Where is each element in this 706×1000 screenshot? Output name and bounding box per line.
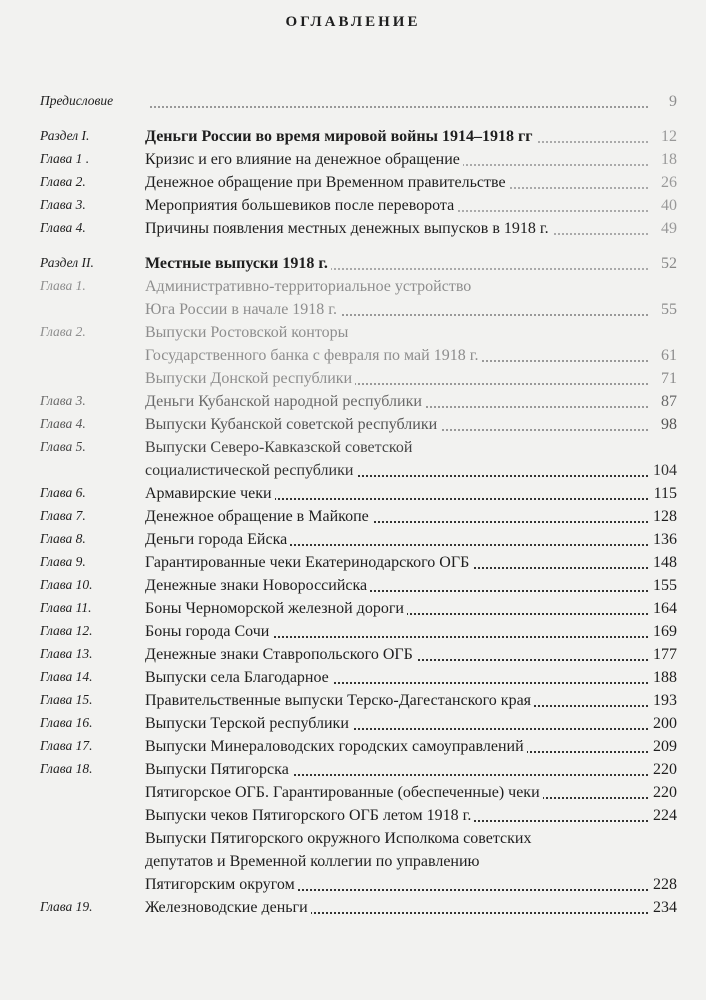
entry-text: Денежные знаки Ставропольского ОГБ — [145, 643, 648, 666]
entry-text: Административно-территориальное устройство — [145, 275, 648, 298]
entry-text: Денежное обращение в Майкопе — [145, 505, 648, 528]
toc-entry — [0, 551, 706, 574]
entry-text: Выпуски Пятигорского окружного Исполкома советских — [145, 827, 648, 850]
toc-entry — [0, 666, 706, 689]
entry-text: Выпуски Ростовской конторы — [145, 321, 648, 344]
entry-label: Глава 6. — [40, 485, 86, 500]
entry-text — [145, 90, 648, 113]
entry-text: депутатов и Временной коллегии по управлению — [145, 850, 648, 873]
toc-entry — [0, 850, 706, 873]
toc-entry — [0, 528, 706, 551]
entry-label: Глава 5. — [40, 439, 86, 454]
entry-page: 209 — [653, 738, 677, 755]
entry-page: 98 — [661, 416, 677, 433]
entry-text: Денежные знаки Новороссийска — [145, 574, 648, 597]
entry-label: Глава 14. — [40, 669, 93, 684]
entry-page: 164 — [653, 600, 677, 617]
toc-entry — [0, 574, 706, 597]
entry-label: Раздел II. — [40, 255, 94, 270]
toc-entry — [0, 252, 706, 275]
entry-page: 9 — [669, 93, 677, 110]
toc-entry — [0, 758, 706, 781]
toc-entry — [0, 390, 706, 413]
toc-entry — [0, 459, 706, 482]
toc-entry — [0, 275, 706, 298]
entry-page: 128 — [653, 508, 677, 525]
leader-dots — [145, 106, 648, 108]
toc-entry — [0, 321, 706, 344]
entry-label: Глава 15. — [40, 692, 93, 707]
entry-page: 55 — [661, 301, 677, 318]
entry-page: 104 — [653, 462, 677, 479]
entry-text: социалистической республики — [145, 459, 648, 482]
entry-label: Глава 16. — [40, 715, 93, 730]
toc-entry — [0, 436, 706, 459]
entry-text: Боны Черноморской железной дороги — [145, 597, 648, 620]
toc-entry — [0, 896, 706, 919]
toc-entry — [0, 217, 706, 240]
entry-page: 71 — [661, 370, 677, 387]
entry-label: Глава 12. — [40, 623, 93, 638]
toc-entry — [0, 171, 706, 194]
entry-page: 52 — [661, 255, 677, 272]
entry-label: Глава 3. — [40, 393, 86, 408]
toc-entry — [0, 735, 706, 758]
entry-label: Глава 13. — [40, 646, 93, 661]
entry-page: 220 — [653, 761, 677, 778]
entry-text: Деньги Кубанской народной республики — [145, 390, 648, 413]
entry-text: Выпуски Северо-Кавказской советской — [145, 436, 648, 459]
entry-label: Глава 18. — [40, 761, 93, 776]
entry-page: 87 — [661, 393, 677, 410]
entry-text: Юга России в начале 1918 г. — [145, 298, 648, 321]
entry-label: Глава 4. — [40, 416, 86, 431]
entry-page: 136 — [653, 531, 677, 548]
entry-label: Глава 17. — [40, 738, 93, 753]
entry-label: Глава 1 . — [40, 151, 90, 166]
entry-text: Выпуски Минераловодских городских самоуправлений — [145, 735, 648, 758]
entry-text: Боны города Сочи — [145, 620, 648, 643]
entry-page: 40 — [661, 197, 677, 214]
entry-text: Денежное обращение при Временном правительстве — [145, 171, 648, 194]
toc-entry — [0, 482, 706, 505]
entry-text: Мероприятия большевиков после переворота — [145, 194, 648, 217]
entry-page: 200 — [653, 715, 677, 732]
entry-page: 177 — [653, 646, 677, 663]
toc-entry — [0, 148, 706, 171]
page-title: ОГЛАВЛЕНИЕ — [285, 14, 421, 30]
entry-text: Выпуски Кубанской советской республики — [145, 413, 648, 436]
entry-page: 61 — [661, 347, 677, 364]
entry-page: 12 — [661, 128, 677, 145]
entry-page: 18 — [661, 151, 677, 168]
toc-entry — [0, 873, 706, 896]
entry-page: 49 — [661, 220, 677, 237]
entry-text: Выпуски Терской республики — [145, 712, 648, 735]
entry-text: Выпуски чеков Пятигорского ОГБ летом 1918 г. — [145, 804, 648, 827]
entry-text: Деньги России во время мировой войны 1914–1918 гг — [145, 125, 648, 148]
entry-label: Предисловие — [40, 93, 114, 108]
entry-label: Глава 1. — [40, 278, 86, 293]
entry-text: Пятигорским округом — [145, 873, 648, 896]
entry-text: Государственного банка с февраля по май 1918 г. — [145, 344, 648, 367]
entry-text: Армавирские чеки — [145, 482, 648, 505]
toc-entry — [0, 344, 706, 367]
toc-entry — [0, 689, 706, 712]
entry-text: Причины появления местных денежных выпусков в 1918 г. — [145, 217, 648, 240]
entry-page: 155 — [653, 577, 677, 594]
toc-entry — [0, 298, 706, 321]
entry-label: Глава 2. — [40, 324, 86, 339]
toc-entry — [0, 712, 706, 735]
entry-label: Глава 10. — [40, 577, 93, 592]
toc-entry — [0, 643, 706, 666]
toc-entry — [0, 804, 706, 827]
toc-entry — [0, 620, 706, 643]
entry-text: Правительственные выпуски Терско-Дагестанского края — [145, 689, 648, 712]
toc-entry — [0, 505, 706, 528]
entry-page: 26 — [661, 174, 677, 191]
entry-text: Пятигорское ОГБ. Гарантированные (обеспеченные) чеки — [145, 781, 648, 804]
entry-page: 169 — [653, 623, 677, 640]
entry-label: Глава 9. — [40, 554, 86, 569]
entry-text: Деньги города Ейска — [145, 528, 648, 551]
toc-entry — [0, 367, 706, 390]
toc-entry — [0, 90, 706, 113]
entry-label: Глава 7. — [40, 508, 86, 523]
toc-entry — [0, 597, 706, 620]
entry-text: Выпуски села Благодарное — [145, 666, 648, 689]
entry-text: Местные выпуски 1918 г. — [145, 252, 648, 275]
entry-page: 224 — [653, 807, 677, 824]
toc-entry — [0, 827, 706, 850]
entry-page: 220 — [653, 784, 677, 801]
entry-text: Выпуски Пятигорска — [145, 758, 648, 781]
entry-label: Глава 11. — [40, 600, 92, 615]
entry-label: Глава 8. — [40, 531, 86, 546]
toc-entry — [0, 125, 706, 148]
entry-text: Кризис и его влияние на денежное обращение — [145, 148, 648, 171]
entry-text: Выпуски Донской республики — [145, 367, 648, 390]
entry-page: 115 — [653, 485, 677, 502]
entry-page: 228 — [653, 876, 677, 893]
toc-list — [0, 90, 706, 919]
entry-text: Гарантированные чеки Екатеринодарского ОГБ — [145, 551, 648, 574]
entry-page: 188 — [653, 669, 677, 686]
toc-entry — [0, 413, 706, 436]
entry-text: Железноводские деньги — [145, 896, 648, 919]
entry-label: Глава 3. — [40, 197, 86, 212]
entry-label: Глава 19. — [40, 899, 93, 914]
entry-label: Глава 4. — [40, 220, 86, 235]
entry-page: 193 — [653, 692, 677, 709]
entry-label: Глава 2. — [40, 174, 86, 189]
entry-page: 234 — [653, 899, 677, 916]
entry-label: Раздел I. — [40, 128, 90, 143]
toc-entry — [0, 781, 706, 804]
entry-page: 148 — [653, 554, 677, 571]
toc-entry — [0, 194, 706, 217]
